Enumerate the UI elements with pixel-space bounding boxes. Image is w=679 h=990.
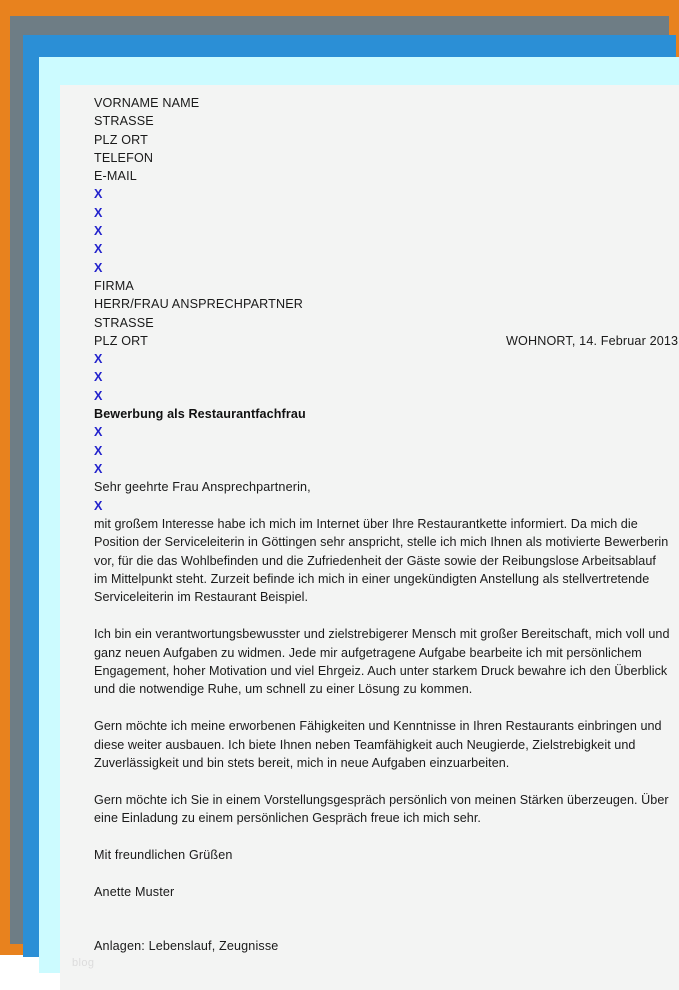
letter-subject: Bewerbung als Restaurantfachfrau <box>94 407 306 422</box>
decorative-frame-grey <box>10 16 679 969</box>
recipient-city: PLZ ORT <box>94 333 149 348</box>
body-paragraph: Gern möchte ich Sie in einem Vorstellungsgespräch persönlich von meinen Stärken überzeugen. Über eine Einladung zu einem persönlichen Gespräch freue ich mich sehr. <box>94 792 669 826</box>
sender-name: VORNAME NAME <box>94 96 200 110</box>
recipient-city-and-date-row <box>94 332 679 350</box>
placeholder-mark: X <box>94 498 103 513</box>
paragraph-spacer <box>94 828 679 846</box>
body-paragraph: mit großem Interesse habe ich mich im Internet über Ihre Restaurantkette informiert. Da mich die Position der Serviceleiterin in Göttingen sehr anspricht, stelle ich mich Ihnen als motivierte Bewerberin vor, für die das Wohlbefinden und die Zufriedenheit der Gäste sowie der Reibungslose Arbeitsablauf im Mittelpunkt steht. Zurzeit befinde ich mich in einer ungekündigten Anstellung als stellvertretende Serviceleiterin im Restaurant Beispiel. <box>94 516 669 605</box>
recipient-street: STRASSE <box>94 315 154 330</box>
decorative-frame-cyan <box>39 57 679 973</box>
sender-email: E-MAIL <box>94 169 137 184</box>
placeholder-mark: X <box>94 205 103 220</box>
placeholder-mark: X <box>94 242 103 257</box>
letter-date: WOHNORT, 14. Februar 2013 <box>506 333 679 348</box>
body-paragraph: Gern möchte ich meine erworbenen Fähigkeiten und Kenntnisse in Ihren Restaurants einbringen und diese weiter ausbauen. Ich biete Ihnen neben Teamfähigkeit auch Neugierde, Zielstrebigkeit und Zuverlässigkeit und bin stets bereit, mich in neue Aufgaben einzuarbeiten. <box>94 719 662 771</box>
placeholder-mark: X <box>94 370 103 385</box>
placeholder-mark: X <box>94 461 103 476</box>
attachments-line: Anlagen: Lebenslauf, Zeugnisse <box>94 939 279 954</box>
recipient-company: FIRMA <box>94 278 134 293</box>
paragraph-spacer <box>94 699 679 717</box>
sender-phone: TELEFON <box>94 150 154 165</box>
decorative-frame-blue <box>23 35 679 969</box>
placeholder-mark: X <box>94 352 103 367</box>
sender-street: STRASSE <box>94 114 154 129</box>
placeholder-mark: X <box>94 443 103 458</box>
letter-content <box>94 94 679 955</box>
signature-spacer <box>94 901 679 937</box>
placeholder-mark: X <box>94 260 103 275</box>
placeholder-mark: X <box>94 388 103 403</box>
placeholder-mark: X <box>94 224 103 239</box>
closing-spacer <box>94 864 679 882</box>
letter-salutation: Sehr geehrte Frau Ansprechpartnerin, <box>94 480 311 495</box>
blog-watermark: blog <box>72 957 95 969</box>
signature-name: Anette Muster <box>94 884 175 899</box>
paragraph-spacer <box>94 607 679 625</box>
sender-city: PLZ ORT <box>94 132 149 147</box>
letter-closing: Mit freundlichen Grüßen <box>94 848 233 863</box>
body-paragraph: Ich bin ein verantwortungsbewusster und zielstrebigerer Mensch mit großer Bereitschaft, mich voll und ganz neuen Aufgaben zu widmen. Jede mir aufgetragene Aufgabe bearbeite ich mit persönlichem Engagement, hoher Motivation und viel Ehrgeiz. Auch unter starkem Druck bewahre ich den Überblick und die notwendige Ruhe, um schnell zu einer Lösung zu kommen. <box>94 627 670 697</box>
letter-page <box>60 85 679 990</box>
placeholder-mark: X <box>94 425 103 440</box>
placeholder-mark: X <box>94 187 103 202</box>
recipient-contact: HERR/FRAU ANSPRECHPARTNER <box>94 297 304 312</box>
paragraph-spacer <box>94 772 679 790</box>
